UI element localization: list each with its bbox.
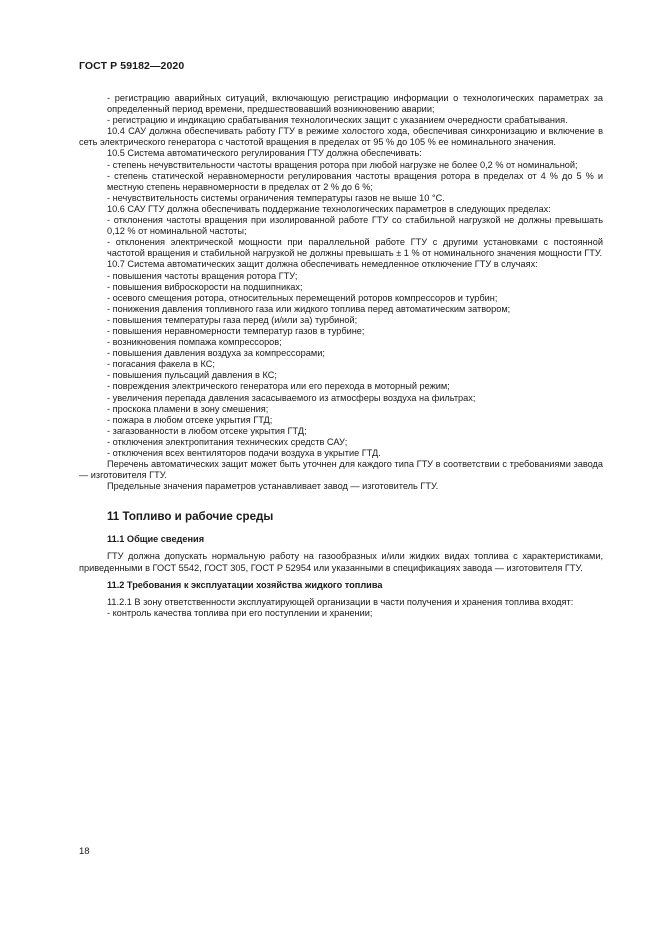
list-item: - отключения всех вентиляторов подачи воздуха в укрытие ГТД. xyxy=(107,448,381,458)
list-item: - повышения частоты вращения ротора ГТУ; xyxy=(107,270,298,281)
list-item: - загазованности в любом отсеке укрытия ГТД; xyxy=(107,425,307,436)
list-item: - проскока пламени в зону смешения; xyxy=(107,403,269,414)
paragraph: 10.5 Система автоматического регулирования ГТУ должна обеспечивать: xyxy=(107,148,422,159)
section-heading: 11 Топливо и рабочие среды xyxy=(107,510,274,524)
list-item: - увеличения перепада давления засасываемого из атмосферы воздуха на фильтрах; xyxy=(107,392,476,403)
page-number: 18 xyxy=(79,846,90,857)
paragraph: 10.7 Система автоматических защит должна обеспечивать немедленное отключение ГТУ в случаях: xyxy=(107,259,538,270)
paragraph: 11.2.1 В зону ответственности эксплуатирующей организации в части получения и хранения топлива входят: xyxy=(107,596,574,607)
list-item: - повышения давления воздуха за компрессорами; xyxy=(107,348,325,359)
list-item: - регистрацию и индикацию срабатывания технологических защит с указанием очередности срабатывания. xyxy=(107,115,568,126)
list-item: - регистрацию аварийных ситуаций, включающую регистрацию информации о технологических параметрах за определенный период времени, предшествовавший возникновению аварии; xyxy=(107,93,603,115)
list-item: - пожара в любом отсеке укрытия ГТД; xyxy=(107,414,273,425)
list-item: - осевого смещения ротора, относительных перемещений роторов компрессоров и турбин; xyxy=(107,292,498,303)
paragraph: 10.6 САУ ГТУ должна обеспечивать поддержание технологических параметров в следующих пределах: xyxy=(107,203,551,214)
paragraph: Предельные значения параметров устанавливает завод — изготовитель ГТУ. xyxy=(107,481,439,492)
subsection-heading: 11.1 Общие сведения xyxy=(107,534,205,545)
standard-header: ГОСТ Р 59182—2020 xyxy=(79,60,185,72)
list-item: - повышения неравномерности температур газов в турбине; xyxy=(107,325,365,336)
list-item: - контроль качества топлива при его поступлении и хранении; xyxy=(107,607,373,618)
paragraph: ГТУ должна допускать нормальную работу на газообразных и/или жидких видах топлива с характеристиками, приведенными в ГОСТ 5542, ГОСТ 305, ГОСТ Р 52954 или указанными в спецификациях завода — изготовителя ГТУ. xyxy=(79,551,603,573)
paragraph: Перечень автоматических защит может быть уточнен для каждого типа ГТУ в соответствии с требованиями завода — изготовителя ГТУ. xyxy=(79,459,603,481)
list-item: - нечувствительность системы ограничения температуры газов не выше 10 °С. xyxy=(107,192,445,203)
subsection-heading: 11.2 Требования к эксплуатации хозяйства жидкого топлива xyxy=(107,579,383,590)
list-item: - понижения давления топливного газа или жидкого топлива перед автоматическим затвором; xyxy=(107,303,511,314)
list-item: - повреждения электрического генератора или его перехода в моторный режим; xyxy=(107,381,450,392)
paragraph: 10.4 САУ должна обеспечивать работу ГТУ в режиме холостого хода, обеспечивая синхронизацию и включение в сеть электрического генератора с частотой вращения в пределах от 95 % до 105 % ее номинального значения. xyxy=(79,126,603,148)
list-item: - повышения пульсаций давления в КС; xyxy=(107,370,277,381)
document-body xyxy=(79,93,603,619)
list-item: - степень статической неравномерности регулирования частоты вращения ротора в пределах от 4 % до 5 % и местную степень неравномерности в пределах от 2 % до 6 %; xyxy=(107,170,603,192)
list-item: - отключения электропитания технических средств САУ; xyxy=(107,436,348,447)
list-item: - отклонения частоты вращения при изолированной работе ГТУ со стабильной нагрузкой не должны превышать 0,12 % от номинальной частоты; xyxy=(107,215,603,237)
list-item: - отклонения электрической мощности при параллельной работе ГТУ с другими установками с постоянной частотой вращения и стабильной нагрузкой не должны превышать ± 1 % от номинального значения мощности ГТУ. xyxy=(107,237,603,259)
list-item: - возникновения помпажа компрессоров; xyxy=(107,337,282,348)
list-item: - повышения температуры газа перед (и/или за) турбиной; xyxy=(107,314,358,325)
list-item: - степень нечувствительности частоты вращения ротора при любой нагрузке не более 0,2 % от номинальной; xyxy=(107,159,578,170)
list-item: - повышения виброскорости на подшипниках; xyxy=(107,281,303,292)
list-item: - погасания факела в КС; xyxy=(107,359,215,370)
